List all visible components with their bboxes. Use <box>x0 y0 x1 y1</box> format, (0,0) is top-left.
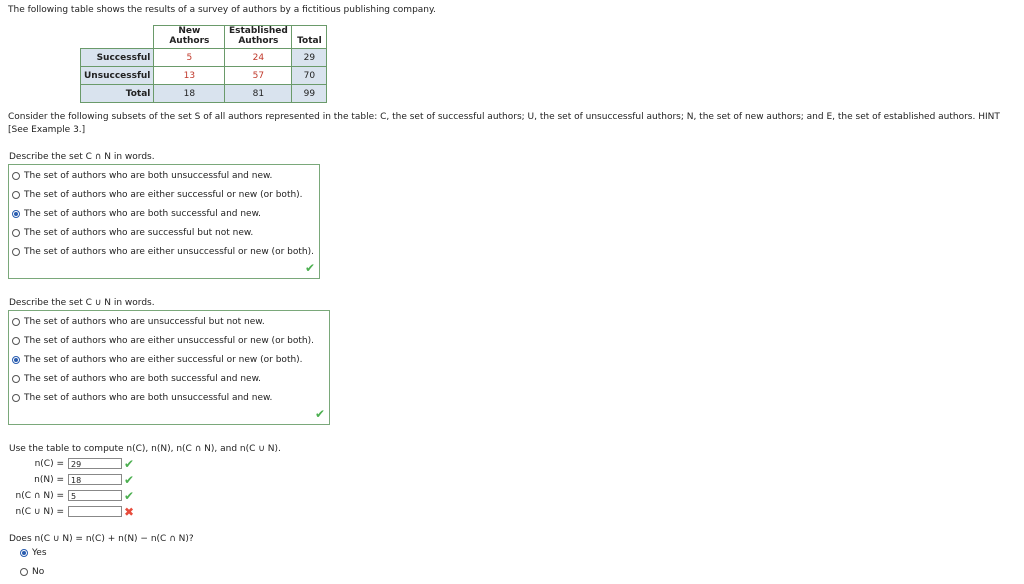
row-label-total: Total <box>81 85 154 103</box>
incorrect-x-icon: ✖ <box>124 505 135 519</box>
table-cell: 29 <box>292 49 327 67</box>
radio-button[interactable] <box>12 191 20 199</box>
radio-button[interactable] <box>20 568 28 576</box>
table-corner <box>81 26 154 49</box>
q2-options-box <box>8 310 330 425</box>
q1-option[interactable]: The set of authors who are both unsuccessful and new. <box>12 171 272 181</box>
correct-check-icon: ✔ <box>124 489 135 503</box>
row-label-unsuccessful: Unsuccessful <box>81 67 154 85</box>
q1-option[interactable]: The set of authors who are either unsuccessful or new (or both). <box>12 247 314 257</box>
row-label-successful: Successful <box>81 49 154 67</box>
q2-option[interactable]: The set of authors who are both unsuccessful and new. <box>12 393 272 403</box>
q4-option-yes[interactable]: Yes <box>20 548 47 558</box>
col-header-established: Established Authors <box>225 26 292 49</box>
q1-option[interactable]: The set of authors who are successful but not new. <box>12 228 253 238</box>
q1-option[interactable]: The set of authors who are either successful or new (or both). <box>12 190 303 200</box>
q2-option[interactable]: The set of authors who are either successful or new (or both). <box>12 355 303 365</box>
radio-button[interactable] <box>12 318 20 326</box>
table-cell: 70 <box>292 67 327 85</box>
q2-option[interactable]: The set of authors who are unsuccessful but not new. <box>12 317 265 327</box>
radio-button-selected[interactable] <box>12 210 20 218</box>
correct-check-icon: ✔ <box>124 473 135 487</box>
col-header-new: New Authors <box>154 26 225 49</box>
field-label-nC: n(C) = <box>34 459 64 469</box>
q1-label: Describe the set C ∩ N in words. <box>9 152 155 162</box>
survey-table <box>80 25 327 103</box>
radio-button[interactable] <box>12 337 20 345</box>
q2-label: Describe the set C ∪ N in words. <box>9 298 155 308</box>
table-cell: 13 <box>154 67 225 85</box>
table-row <box>81 67 327 85</box>
col-header-total: Total <box>292 26 327 49</box>
nN-input[interactable]: 18 <box>68 474 122 485</box>
nCorN-input[interactable] <box>68 506 122 517</box>
correct-check-icon: ✔ <box>124 457 135 471</box>
nC-input[interactable]: 29 <box>68 458 122 469</box>
field-label-nCorN: n(C ∪ N) = <box>15 507 64 517</box>
table-row <box>81 85 327 103</box>
radio-button-selected[interactable] <box>12 356 20 364</box>
radio-button[interactable] <box>12 229 20 237</box>
q2-option[interactable]: The set of authors who are either unsuccessful or new (or both). <box>12 336 314 346</box>
nCandN-input[interactable]: 5 <box>68 490 122 501</box>
q1-options-box <box>8 164 320 279</box>
field-label-nN: n(N) = <box>34 475 64 485</box>
q1-option[interactable]: The set of authors who are both successful and new. <box>12 209 261 219</box>
table-cell: 5 <box>154 49 225 67</box>
radio-button[interactable] <box>12 172 20 180</box>
table-cell: 24 <box>225 49 292 67</box>
q3-label: Use the table to compute n(C), n(N), n(C ∩ N), and n(C ∪ N). <box>9 444 281 454</box>
table-cell: 99 <box>292 85 327 103</box>
correct-check-icon: ✔ <box>315 407 326 421</box>
radio-button[interactable] <box>12 394 20 402</box>
radio-button[interactable] <box>12 375 20 383</box>
q2-option[interactable]: The set of authors who are both successful and new. <box>12 374 261 384</box>
table-cell: 81 <box>225 85 292 103</box>
table-cell: 57 <box>225 67 292 85</box>
table-cell: 18 <box>154 85 225 103</box>
q4-option-no[interactable]: No <box>20 567 44 577</box>
radio-button[interactable] <box>12 248 20 256</box>
consider-text: Consider the following subsets of the set S of all authors represented in the table: C, the set of successful authors; U, the set of unsuccessful authors; N, the set of new authors; and E, the set of established authors. HINT [See Example 3.] <box>8 112 1000 135</box>
correct-check-icon: ✔ <box>305 261 316 275</box>
radio-button-selected[interactable] <box>20 549 28 557</box>
intro-text: The following table shows the results of a survey of authors by a fictitious publishing company. <box>8 5 436 15</box>
q4-label: Does n(C ∪ N) = n(C) + n(N) − n(C ∩ N)? <box>9 534 194 544</box>
table-row <box>81 49 327 67</box>
field-label-nCandN: n(C ∩ N) = <box>15 491 64 501</box>
